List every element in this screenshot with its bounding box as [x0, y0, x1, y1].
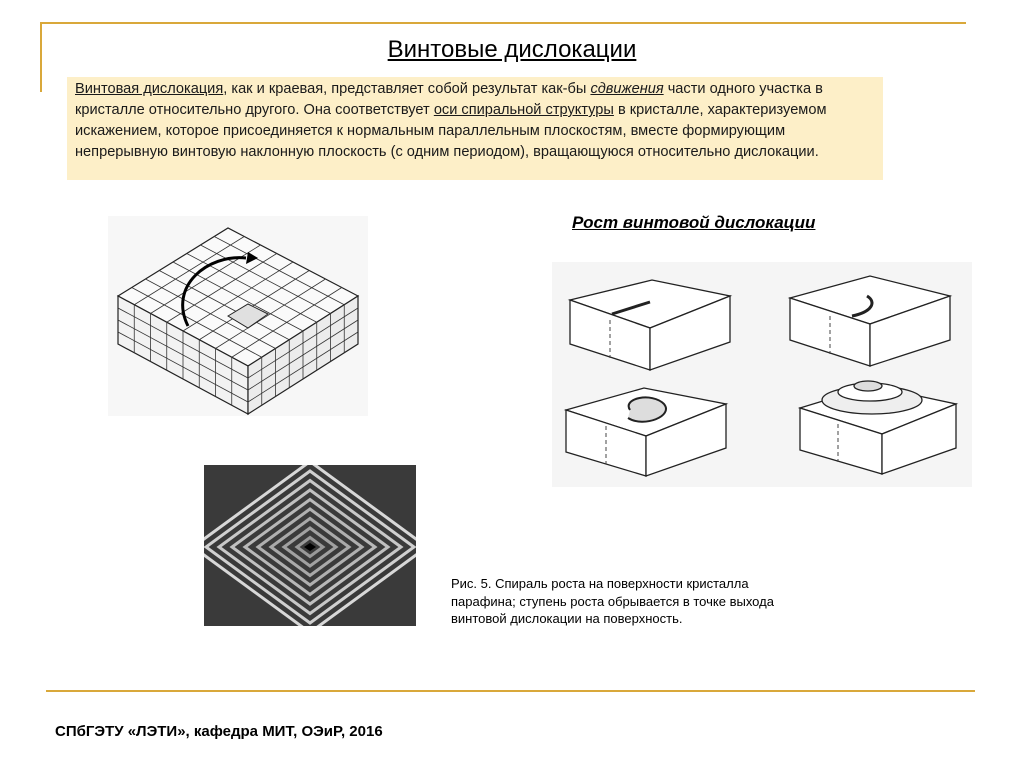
- term-screw-dislocation: Винтовая дислокация: [75, 81, 224, 97]
- text-part3: в кристалле, характеризуемом искажением, которое присоединяется к нормальным параллельным плоскостям, вместе формирующим непрерывную винтовую наклонную плоскость (с одним периодом), вращающуюся относительно дислокации.: [75, 102, 827, 160]
- footer-text: СПбГЭТУ «ЛЭТИ», кафедра МИТ, ОЭиР, 2016: [55, 723, 383, 740]
- term-spiral-axis: оси спиральной структуры: [433, 102, 614, 118]
- text-part1: , как и краевая, представляет собой результат как-бы: [223, 81, 591, 97]
- crystal-lattice-figure: [108, 216, 368, 416]
- paraffin-spiral-photo: [204, 465, 416, 626]
- growth-title: Рост винтовой дислокации: [572, 213, 816, 232]
- growth-stages-figure: [552, 262, 972, 487]
- top-divider: [40, 22, 966, 24]
- definition-box: [67, 77, 883, 180]
- slide-title: Винтовые дислокации: [387, 36, 637, 63]
- figure-caption: Рис. 5. Спираль роста на поверхности кристалла парафина; ступень роста обрывается в точке выхода винтовой дислокации на поверхность.: [451, 576, 774, 626]
- bottom-divider: [46, 690, 975, 692]
- term-shift: сдвижения: [590, 81, 664, 97]
- text-part2: части одного участка в кристалле относительно другого. Она соответствует: [75, 81, 823, 118]
